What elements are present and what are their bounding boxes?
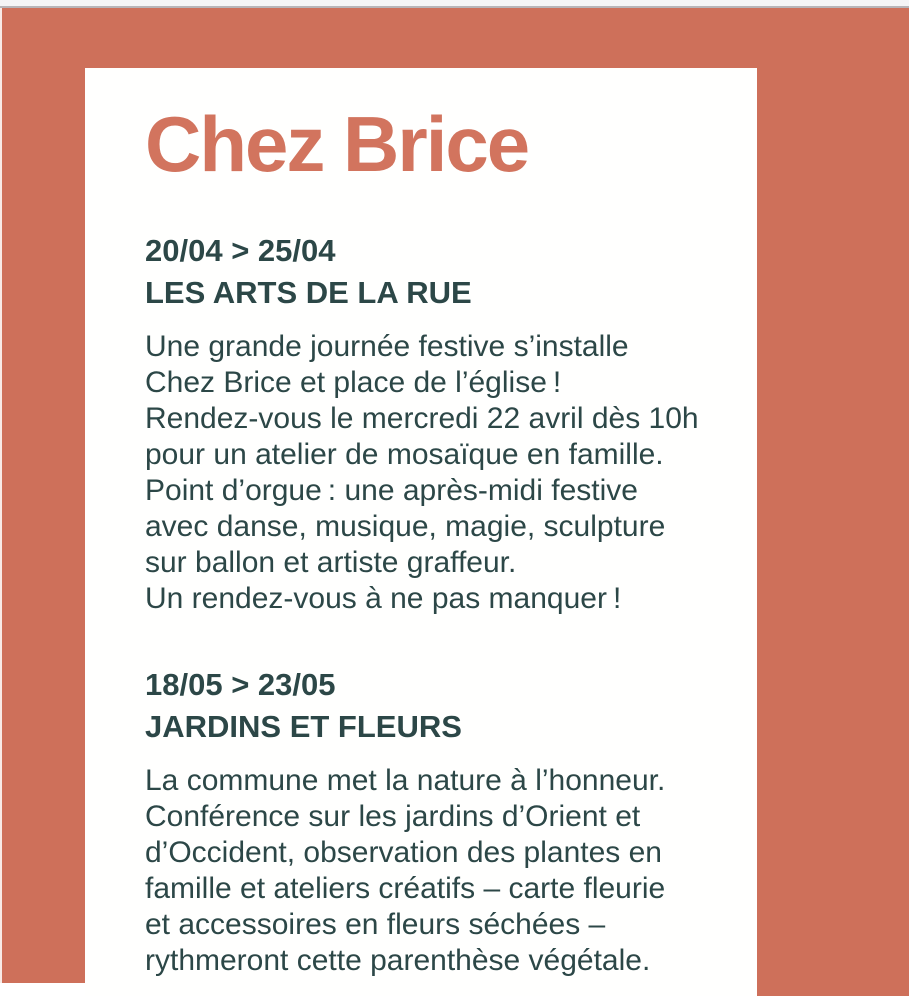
event-section-jardins-et-fleurs	[145, 664, 717, 979]
event-description-line: Un rendez-vous à ne pas manquer !	[145, 582, 622, 615]
page-left-edge	[0, 8, 2, 996]
event-description-line: Conférence sur les jardins d’Orient et	[145, 800, 641, 833]
event-description-line: rythmeront cette parenthèse végétale.	[145, 944, 651, 977]
event-description-line: Une grande journée festive s’installe	[145, 330, 629, 363]
flyer-card	[85, 68, 757, 996]
event-heading: LES ARTS DE LA RUE	[145, 275, 472, 310]
event-section-arts-de-la-rue	[145, 230, 717, 617]
viewer-top-edge	[0, 0, 909, 8]
event-description	[145, 329, 717, 617]
event-description-line: et accessoires en fleurs séchées –	[145, 908, 606, 941]
event-date-range: 20/04 > 25/04	[145, 233, 336, 268]
event-heading: JARDINS ET FLEURS	[145, 709, 462, 744]
event-description-line: Rendez-vous le mercredi 22 avril dès 10h	[145, 402, 699, 435]
event-description-line: avec danse, musique, magie, sculpture	[145, 510, 666, 543]
flyer-page	[0, 8, 909, 996]
event-description-line: pour un atelier de mosaïque en famille.	[145, 438, 664, 471]
flyer-title: Chez Brice	[145, 100, 529, 188]
event-description-line: famille et ateliers créatifs – carte fleurie	[145, 872, 666, 905]
event-description-line: d’Occident, observation des plantes en	[145, 836, 662, 869]
event-description-line: La commune met la nature à l’honneur.	[145, 764, 666, 797]
event-description	[145, 763, 717, 979]
event-description-line: Point d’orgue : une après-midi festive	[145, 474, 638, 507]
event-description-line: sur ballon et artiste graffeur.	[145, 546, 517, 579]
event-date-range: 18/05 > 23/05	[145, 667, 336, 702]
event-description-line: Chez Brice et place de l’église !	[145, 366, 562, 399]
page-bottom-gap	[0, 983, 85, 996]
